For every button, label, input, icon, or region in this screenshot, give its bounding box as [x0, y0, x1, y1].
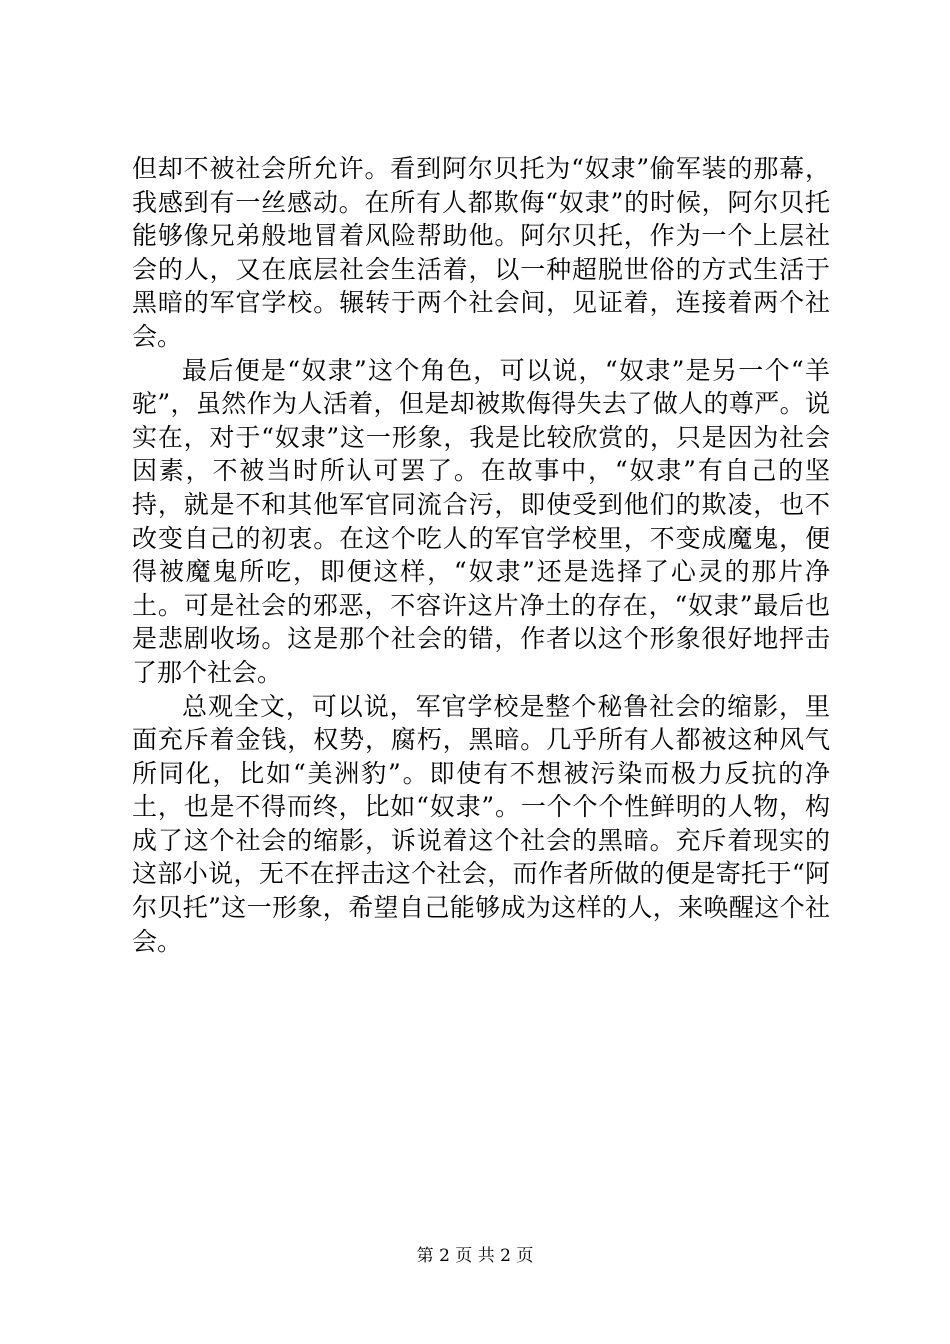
document-body: [132, 152, 830, 958]
page-footer: 第 2 页 共 2 页: [416, 1246, 534, 1266]
paragraph-2: 最后便是“奴隶”这个角色，可以说，“奴隶”是另一个“羊驼”，虽然作为人活着，但是却被欺侮得失去了做人的尊严。说实在，对于“奴隶”这一形象，我是比较欣赏的，只是因为社会因素，不被当时所认可罢了。在故事中，“奴隶”有自己的坚持，就是不和其他军官同流合污，即使受到他们的欺凌，也不改变自己的初衷。在这个吃人的军官学校里，不变成魔鬼，便得被魔鬼所吃，即便这样，“奴隶”还是选择了心灵的那片净土。可是社会的邪恶，不容许这片净土的存在，“奴隶”最后也是悲剧收场。这是那个社会的错，作者以这个形象很好地抨击了那个社会。: [132, 355, 830, 687]
paragraph-3: 总观全文，可以说，军官学校是整个秘鲁社会的缩影，里面充斥着金钱，权势，腐朽，黑暗。几乎所有人都被这种风气所同化，比如“美洲豹”。即使有不想被污染而极力反抗的净土，也是不得而终，比如“奴隶”。一个个个性鲜明的人物，构成了这个社会的缩影，诉说着这个社会的黑暗。充斥着现实的这部小说，无不在抨击这个社会，而作者所做的便是寄托于“阿尔贝托”这一形象，希望自己能够成为这样的人，来唤醒这个社会。: [132, 691, 830, 956]
paragraph-1: 但却不被社会所允许。看到阿尔贝托为“奴隶”偷军装的那幕，我感到有一丝感动。在所有人都欺侮“奴隶”的时候，阿尔贝托能够像兄弟般地冒着风险帮助他。阿尔贝托，作为一个上层社会的人，又在底层社会生活着，以一种超脱世俗的方式生活于黑暗的军官学校。辗转于两个社会间，见证着，连接着两个社会。: [132, 154, 830, 351]
